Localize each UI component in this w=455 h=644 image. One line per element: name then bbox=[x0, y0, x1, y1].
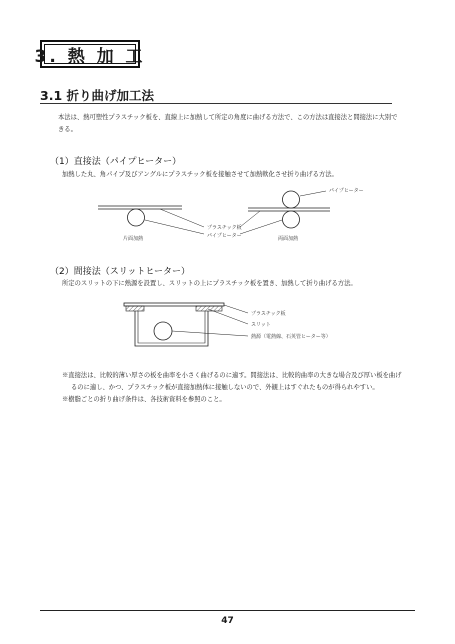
left-pipe-heater bbox=[128, 209, 145, 226]
method1-heading: （1）直接法（パイプヒーター） bbox=[50, 157, 182, 167]
right-bottom-pipe-heater bbox=[283, 211, 300, 228]
chapter-title-box bbox=[34, 40, 146, 68]
indirect-method-diagram bbox=[118, 296, 368, 356]
method2-description: 所定のスリットの下に熱源を設置し、スリットの上にプラスチック板を置き、加熱して折り曲げる方法。 bbox=[62, 280, 357, 287]
one-side-heating-label: 片面加熱 bbox=[123, 236, 144, 242]
plastic-plate-label: プラスチック板 bbox=[207, 225, 242, 231]
leader-line bbox=[224, 305, 248, 313]
left-insulator-block bbox=[126, 306, 144, 311]
leader-line bbox=[172, 331, 248, 336]
plastic-plate bbox=[124, 303, 224, 306]
leader-line bbox=[240, 211, 260, 227]
notes-block bbox=[62, 370, 402, 406]
section-title: 3.1 折り曲げ加工法 bbox=[40, 88, 154, 103]
right-insulator-block bbox=[196, 306, 222, 311]
slit-label: スリット bbox=[251, 322, 271, 328]
both-sides-heating-label: 両面加熱 bbox=[278, 236, 299, 242]
leader-line bbox=[145, 220, 204, 234]
leader-line bbox=[160, 209, 204, 227]
heat-source bbox=[154, 322, 172, 340]
footer-rule bbox=[40, 610, 415, 611]
method2-heading: （2）間接法（スリットヒーター） bbox=[50, 267, 191, 277]
pipe-heater-label: パイプヒーター bbox=[207, 233, 242, 239]
direct-method-diagram bbox=[90, 182, 380, 247]
page-number: 47 bbox=[221, 616, 234, 626]
section-underline bbox=[40, 103, 392, 104]
note-item: ※直接法は、比較的薄い厚さの板を曲率を小さく曲げるのに適す。間接法は、比較的曲率の大きな場合及び厚い板を曲げるのに適し、かつ、プラスチック板が直接加熱体に接触しないので、外観上はすぐれたものが得られやすい。 bbox=[62, 372, 402, 391]
method1-description: 加熱した丸、角パイプ及びアングルにプラスチック板を接触させて加熱軟化させ折り曲げる方法。 bbox=[62, 171, 338, 178]
plastic-plate-label: プラスチック板 bbox=[251, 311, 286, 317]
heat-source-label: 熱源（電熱線、石英管ヒーター等） bbox=[251, 334, 331, 340]
pipe-heater-top-label: パイプヒーター bbox=[329, 188, 364, 194]
intro-paragraph: 本法は、熱可塑性プラスチック板を、直線上に加熱して所定の角度に曲げる方法で、この方法は直接法と間接法に大別できる。 bbox=[58, 114, 398, 133]
leader-line bbox=[300, 191, 326, 196]
note-item: ※樹脂ごとの折り曲げ条件は、各技術資料を参照のこと。 bbox=[62, 396, 226, 403]
right-top-pipe-heater bbox=[283, 191, 300, 208]
chapter-title: 3. 熱 加 工 bbox=[34, 46, 146, 67]
